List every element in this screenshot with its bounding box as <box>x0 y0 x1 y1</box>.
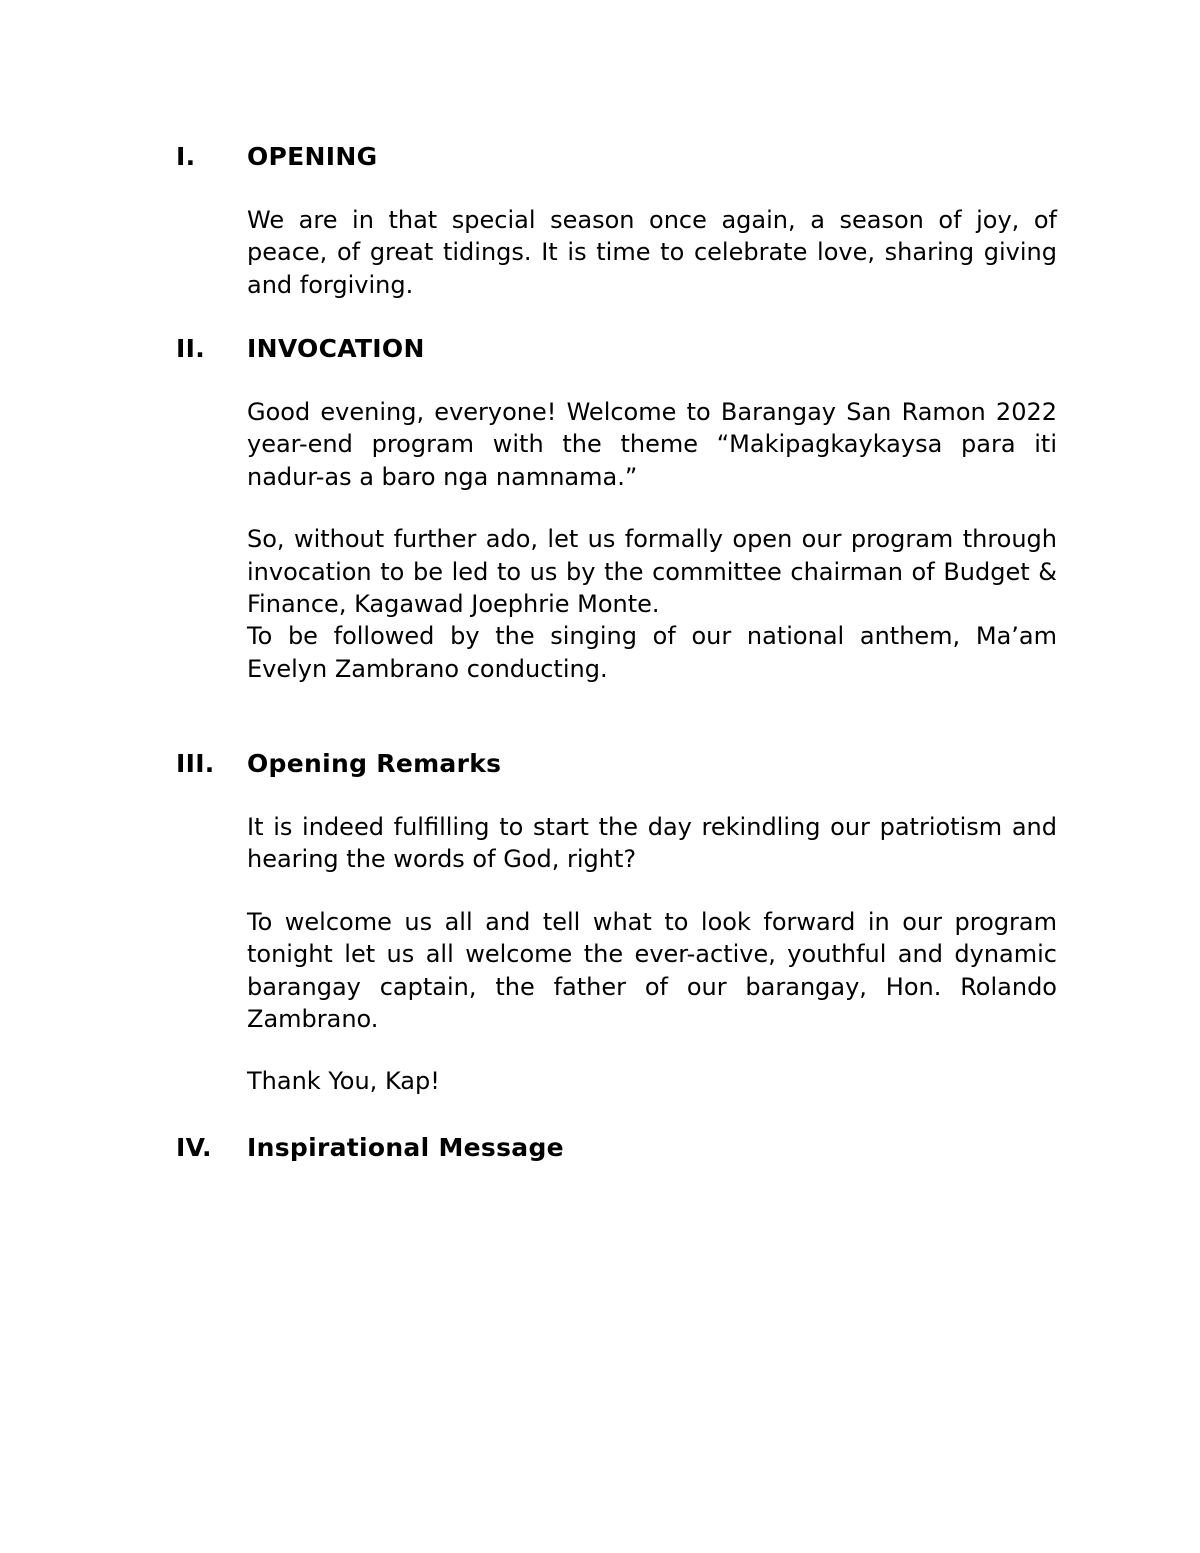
section-numeral: IV. <box>176 1133 212 1162</box>
paragraph: It is indeed fulfilling to start the day rekindling our patriotism and hearing the words of God, right? <box>247 813 1057 874</box>
section-title: Inspirational Message <box>247 1133 564 1162</box>
section-opening-remarks <box>176 748 1058 1098</box>
section-title: Opening Remarks <box>247 749 502 778</box>
section-numeral: III. <box>176 749 215 778</box>
paragraph: We are in that special season once again, a season of joy, of peace, of great tidings. It is time to celebrate love, sharing giving and forgiving. <box>247 206 1057 299</box>
section-heading <box>176 1132 1058 1164</box>
paragraph: To be followed by the singing of our national anthem, Ma’am Evelyn Zambrano conducting. <box>247 622 1057 683</box>
section-numeral: I. <box>176 142 196 171</box>
section-title: OPENING <box>247 142 378 171</box>
section-invocation <box>176 333 1058 685</box>
section-title: INVOCATION <box>247 334 425 363</box>
paragraph: So, without further ado, let us formally open our program through invocation to be led to us by the committee chairman of Budget & Finance, Kagawad Joephrie Monte. <box>247 525 1057 619</box>
section-heading <box>176 748 1058 780</box>
section-opening <box>176 141 1058 301</box>
section-heading <box>176 333 1058 365</box>
section-inspirational-message <box>176 1132 1058 1164</box>
paragraph: Thank You, Kap! <box>247 1067 440 1096</box>
section-numeral: II. <box>176 334 206 363</box>
paragraph: To welcome us all and tell what to look forward in our program tonight let us all welcome the ever-active, youthful and dynamic barangay captain, the father of our barangay, Hon. Rolando Zambrano. <box>247 907 1057 1034</box>
paragraph: Good evening, everyone! Welcome to Barangay San Ramon 2022 year-end program with the theme “Makipagkaykaysa para iti nadur-as a baro nga namnama.” <box>247 398 1057 491</box>
section-heading <box>176 141 1058 173</box>
